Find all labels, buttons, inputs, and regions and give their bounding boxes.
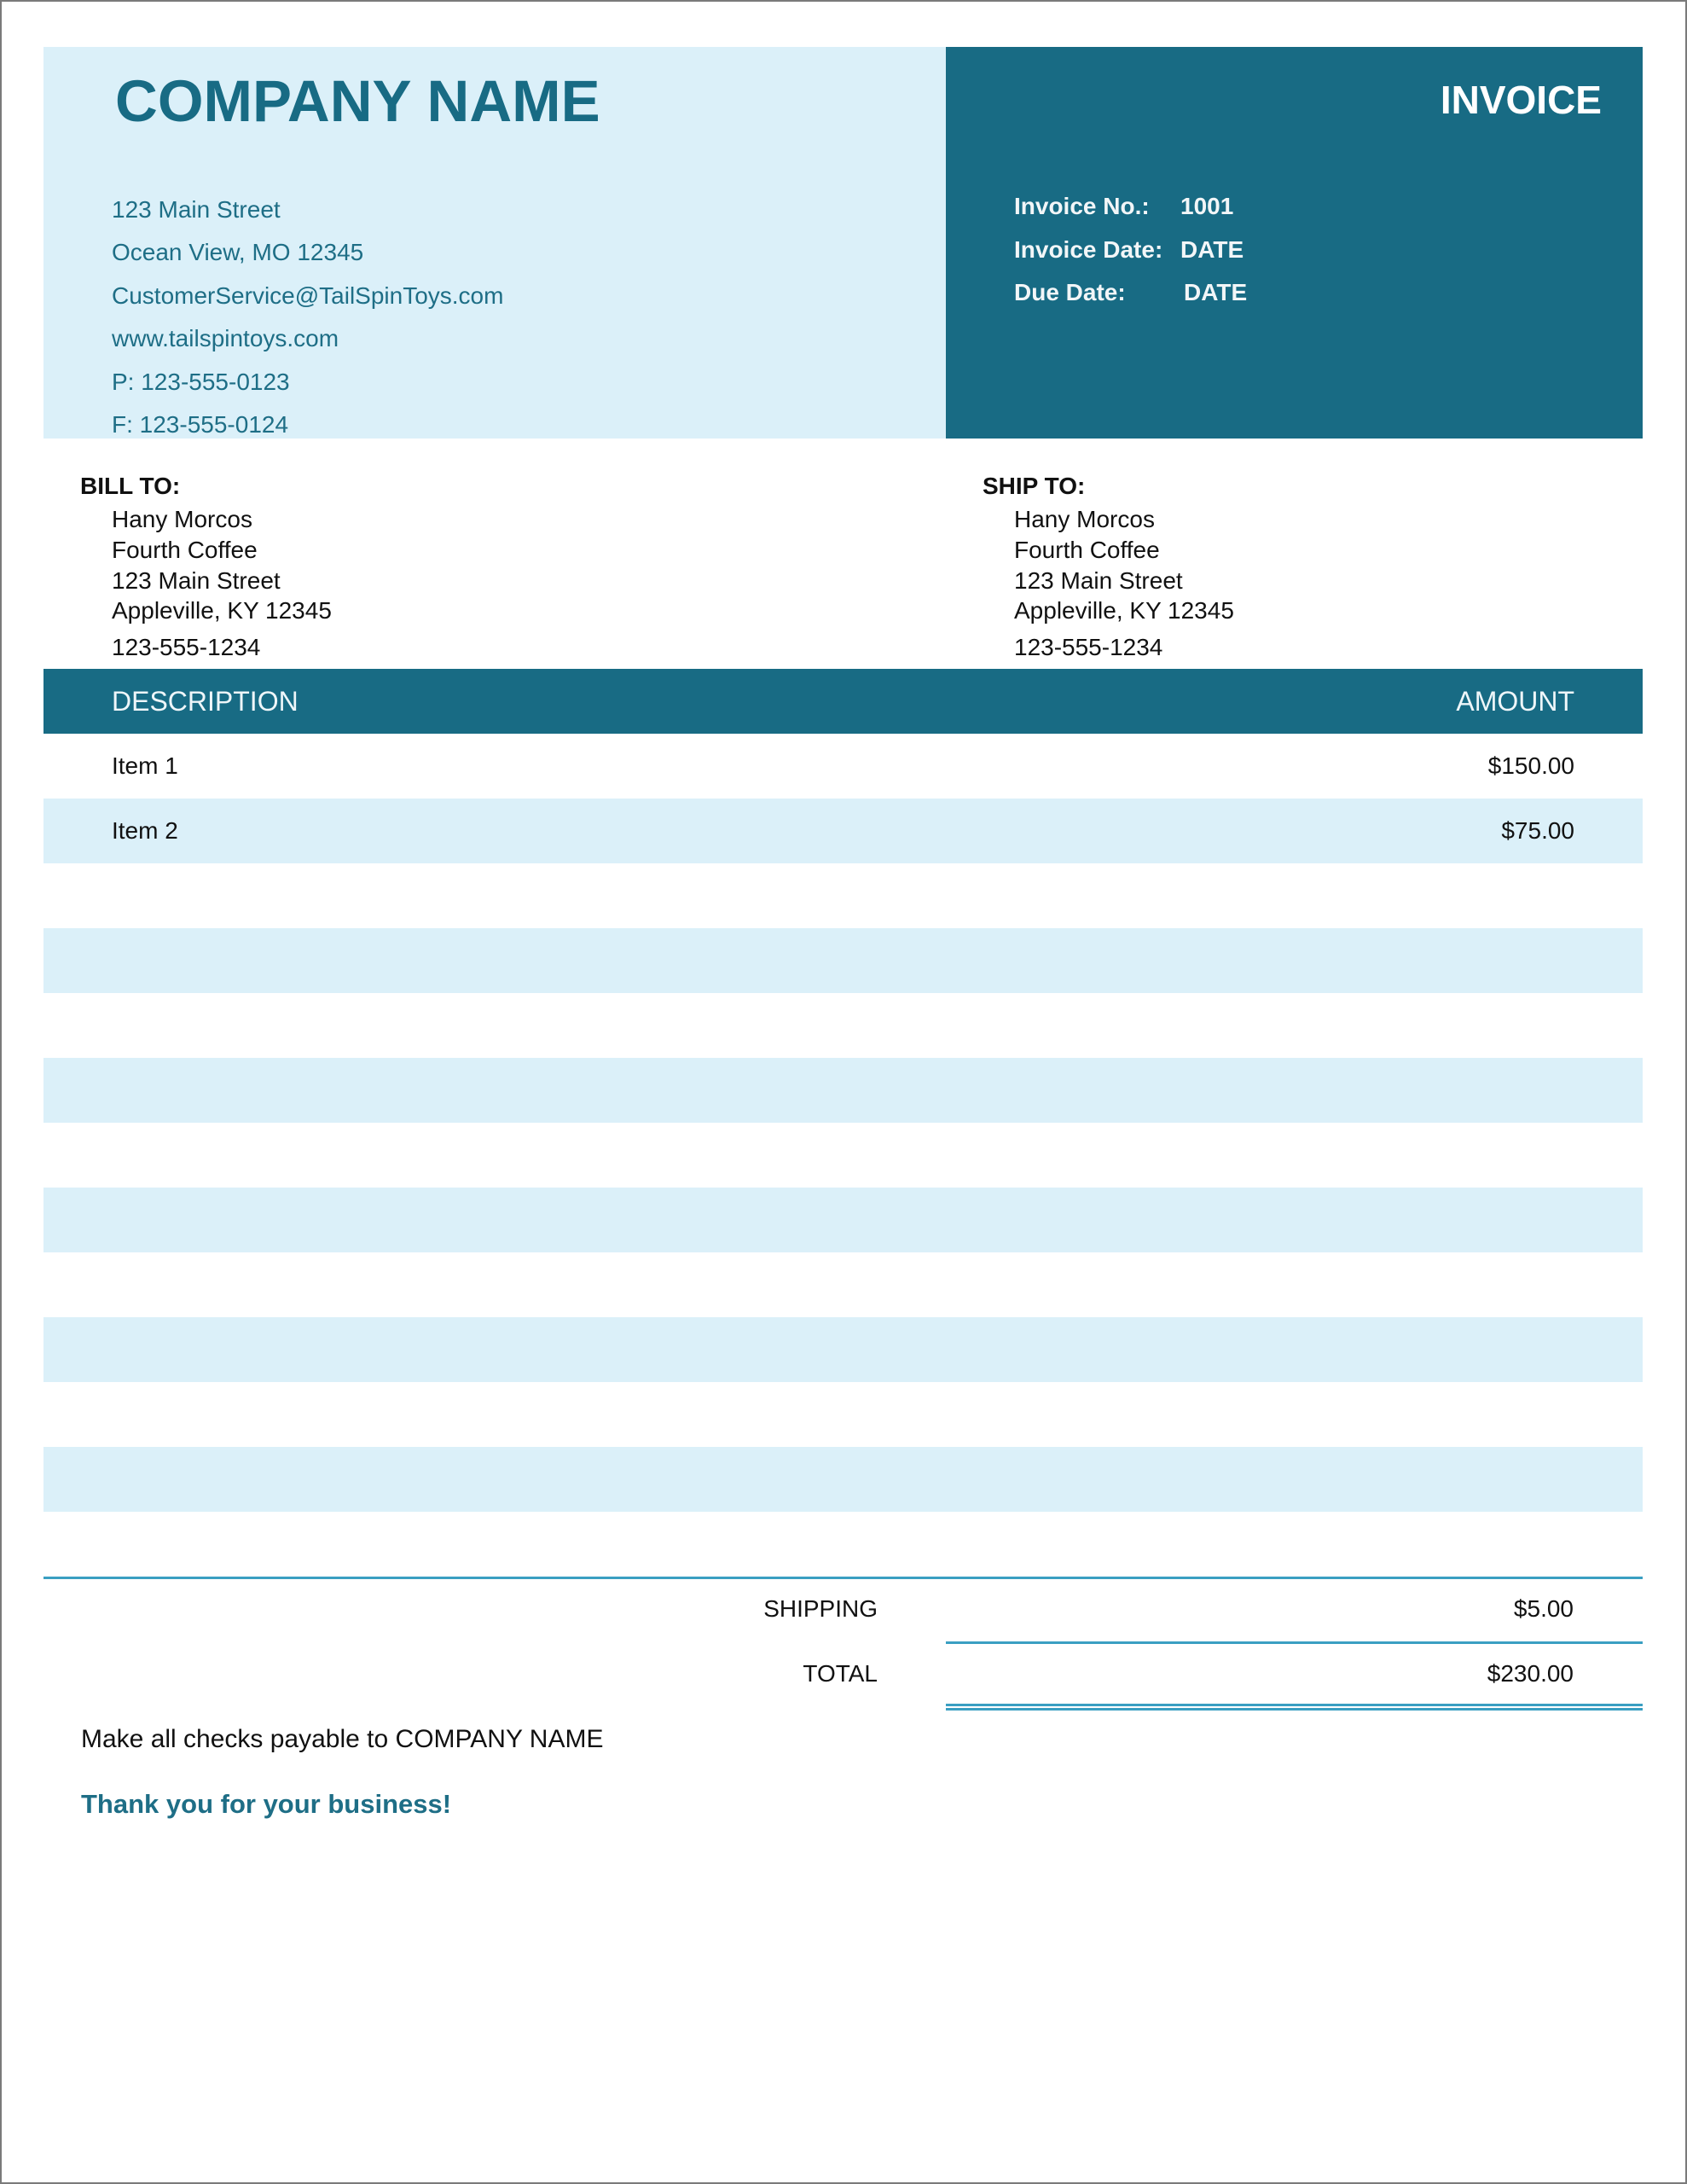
row-amount: $150.00 <box>1487 752 1574 779</box>
bill-to-street: 123 Main Street <box>112 567 281 594</box>
table-row[interactable] <box>43 863 1643 928</box>
invoice-number-label: Invoice No.: <box>1014 193 1150 219</box>
company-city: Ocean View, MO 12345 <box>112 239 364 265</box>
bill-to-phone: 123-555-1234 <box>112 634 261 660</box>
table-row[interactable] <box>43 1252 1643 1317</box>
thank-you-message: Thank you for your business! <box>81 1789 452 1819</box>
total-double-rule-top <box>946 1704 1643 1706</box>
ship-to-city: Appleville, KY 12345 <box>1014 597 1234 624</box>
table-bottom-rule <box>43 1577 1643 1579</box>
company-fax: F: 123-555-0124 <box>112 411 289 438</box>
invoice-number-value: 1001 <box>1180 193 1234 219</box>
checks-payable-note: Make all checks payable to COMPANY NAME <box>81 1725 604 1753</box>
table-row[interactable] <box>43 799 1643 863</box>
due-date-value: DATE <box>1184 279 1248 305</box>
bill-to-heading: BILL TO: <box>80 473 181 499</box>
invoice-date-value: DATE <box>1180 236 1244 263</box>
table-row[interactable] <box>43 928 1643 993</box>
company-street: 123 Main Street <box>112 196 281 223</box>
table-row[interactable] <box>43 1317 1643 1382</box>
table-row[interactable] <box>43 1382 1643 1447</box>
shipping-label: SHIPPING <box>763 1595 878 1622</box>
ship-to-name: Hany Morcos <box>1014 506 1155 532</box>
table-row[interactable] <box>43 993 1643 1058</box>
items-table-header <box>43 669 1643 734</box>
row-amount: $75.00 <box>1501 817 1574 844</box>
bill-to-name: Hany Morcos <box>112 506 252 532</box>
total-value: $230.00 <box>1487 1660 1574 1687</box>
table-row[interactable] <box>43 1188 1643 1252</box>
invoice-date-label: Invoice Date: <box>1014 236 1163 263</box>
ship-to-company: Fourth Coffee <box>1014 537 1160 563</box>
ship-to-phone: 123-555-1234 <box>1014 634 1163 660</box>
column-amount: AMOUNT <box>1456 686 1574 717</box>
due-date-label: Due Date: <box>1014 279 1126 305</box>
table-row[interactable] <box>43 734 1643 799</box>
shipping-value: $5.00 <box>1513 1595 1574 1622</box>
company-website[interactable]: www.tailspintoys.com <box>112 325 339 351</box>
row-description: Item 1 <box>112 752 178 779</box>
shipping-rule <box>946 1641 1643 1644</box>
column-description: DESCRIPTION <box>112 686 299 717</box>
table-row[interactable] <box>43 1512 1643 1577</box>
company-name: COMPANY NAME <box>115 68 600 134</box>
company-phone: P: 123-555-0123 <box>112 369 290 395</box>
table-row[interactable] <box>43 1058 1643 1123</box>
ship-to-street: 123 Main Street <box>1014 567 1183 594</box>
row-description: Item 2 <box>112 817 178 844</box>
bill-to-company: Fourth Coffee <box>112 537 258 563</box>
company-email[interactable]: CustomerService@TailSpinToys.com <box>112 282 504 309</box>
total-double-rule-bottom <box>946 1708 1643 1711</box>
table-row[interactable] <box>43 1447 1643 1512</box>
invoice-title: INVOICE <box>1440 78 1602 122</box>
total-label: TOTAL <box>803 1660 878 1687</box>
bill-to-city: Appleville, KY 12345 <box>112 597 332 624</box>
table-row[interactable] <box>43 1123 1643 1188</box>
ship-to-heading: SHIP TO: <box>983 473 1086 499</box>
